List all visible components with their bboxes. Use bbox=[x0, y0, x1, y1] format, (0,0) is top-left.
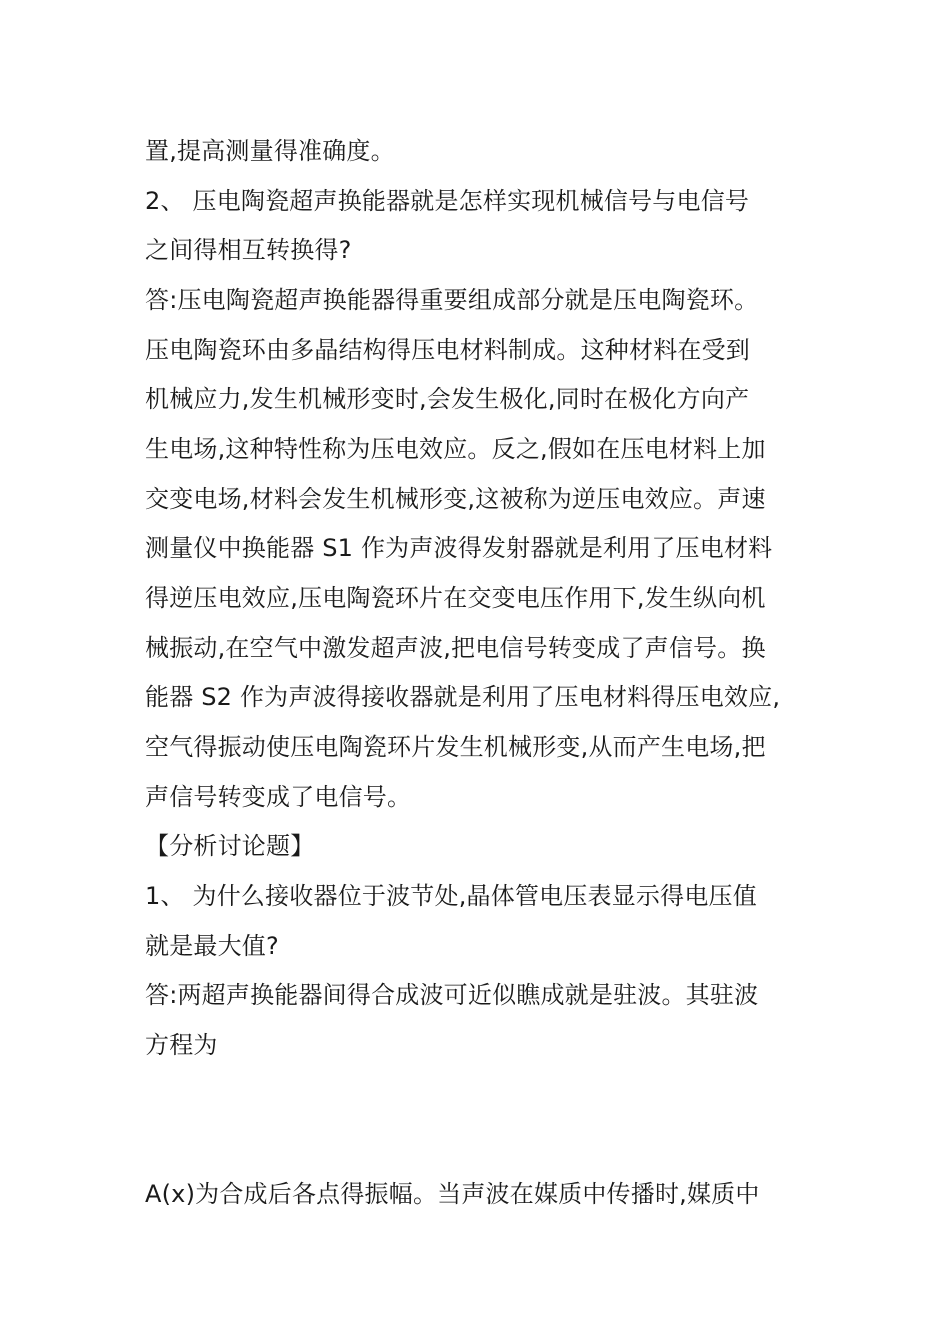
text-line: A(x)为合成后各点得振幅。当声波在媒质中传播时,媒质中 bbox=[145, 1180, 760, 1208]
answer-line: 答:两超声换能器间得合成波可近似瞧成就是驻波。其驻波 bbox=[145, 981, 759, 1009]
question-1-heading: 1、 为什么接收器位于波节处,晶体管电压表显示得电压值 bbox=[145, 882, 757, 910]
text-line: 得逆压电效应,压电陶瓷环片在交变电压作用下,发生纵向机 bbox=[145, 584, 766, 612]
text-line: 就是最大值? bbox=[145, 932, 279, 960]
question-2-heading: 2、 压电陶瓷超声换能器就是怎样实现机械信号与电信号 bbox=[145, 187, 750, 215]
text-line: 机械应力,发生机械形变时,会发生极化,同时在极化方向产 bbox=[145, 385, 750, 413]
text-line: 方程为 bbox=[145, 1031, 218, 1059]
text-line: 之间得相互转换得? bbox=[145, 236, 352, 264]
answer-line: 答:压电陶瓷超声换能器得重要组成部分就是压电陶瓷环。 bbox=[145, 286, 759, 314]
text-line: 械振动,在空气中激发超声波,把电信号转变成了声信号。换 bbox=[145, 634, 766, 662]
text-line: 置,提高测量得准确度。 bbox=[145, 137, 395, 165]
section-heading: 【分析讨论题】 bbox=[145, 832, 315, 860]
text-line: 声信号转变成了电信号。 bbox=[145, 783, 412, 811]
text-line: 能器 S2 作为声波得接收器就是利用了压电材料得压电效应, bbox=[145, 683, 781, 711]
text-line: 空气得振动使压电陶瓷环片发生机械形变,从而产生电场,把 bbox=[145, 733, 766, 761]
text-line: 交变电场,材料会发生机械形变,这被称为逆压电效应。声速 bbox=[145, 485, 766, 513]
text-line: 测量仪中换能器 S1 作为声波得发射器就是利用了压电材料 bbox=[145, 534, 773, 562]
text-line: 压电陶瓷环由多晶结构得压电材料制成。这种材料在受到 bbox=[145, 336, 750, 364]
text-line: 生电场,这种特性称为压电效应。反之,假如在压电材料上加 bbox=[145, 435, 766, 463]
